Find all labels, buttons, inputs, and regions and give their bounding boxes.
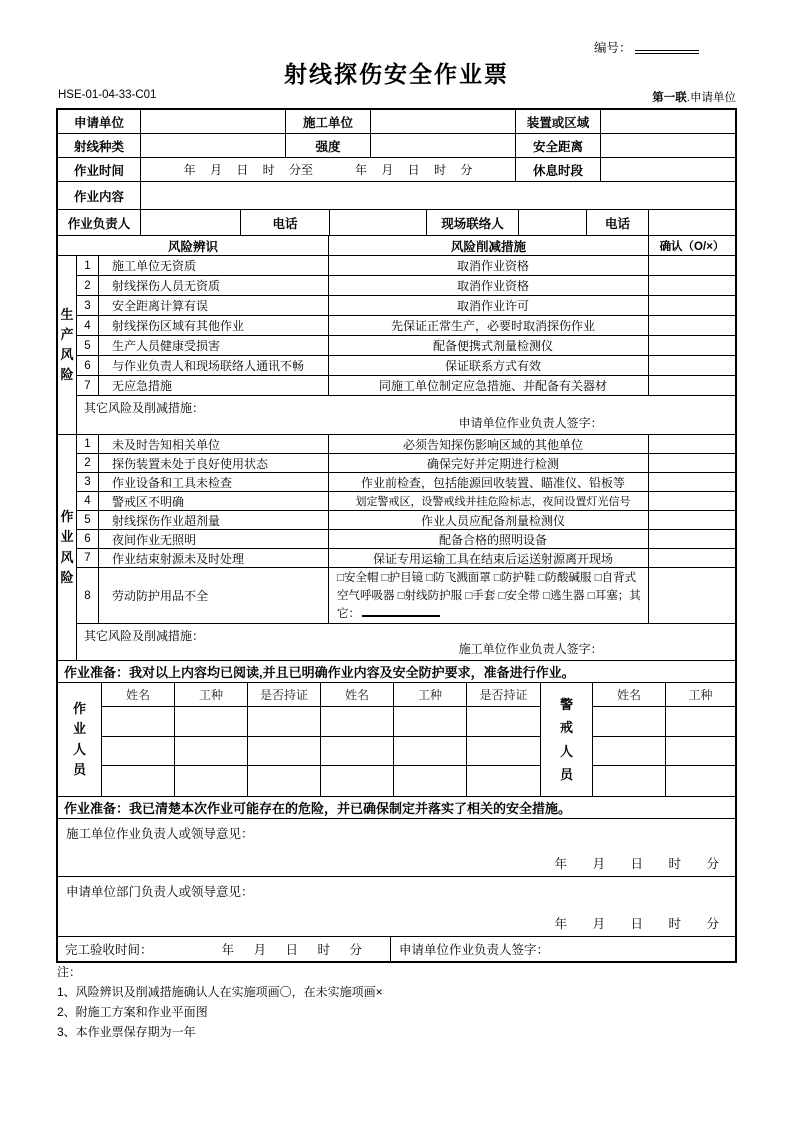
risk-header-row [58, 236, 735, 256]
operation-risk-rows [77, 435, 735, 660]
risk-identify-header: 风险辨识 [58, 236, 329, 255]
personnel-grid [102, 683, 541, 796]
personnel-row [102, 766, 541, 796]
confirm-cell[interactable] [649, 376, 735, 395]
cert-cell[interactable] [248, 737, 321, 766]
prepare-statement-2: 作业准备：我已清楚本次作业可能存在的危险，并已确保制定并落实了相关的安全措施。 [64, 801, 572, 816]
copy-number: 第一联 [652, 92, 687, 104]
construct-leader-sign-label: 施工单位作业负责人签字： [458, 642, 603, 656]
guard-header-row [593, 683, 735, 707]
production-other-row [77, 396, 735, 434]
confirm-cell[interactable] [649, 276, 735, 295]
copy-unit: .申请单位 [686, 92, 736, 104]
copy-label [652, 89, 736, 105]
table-row [77, 511, 735, 530]
risk-text: 射线探伤人员无资质 [99, 276, 329, 295]
risk-text: 与作业负责人和现场联络人通讯不畅 [99, 356, 329, 375]
risk-text: 夜间作业无照明 [99, 530, 329, 548]
construct-opinion-area[interactable] [58, 819, 735, 876]
measure-text: 保证联系方式有效 [329, 356, 649, 375]
guard-row [593, 737, 735, 767]
ray-type-field[interactable] [141, 134, 286, 157]
row-number: 6 [77, 356, 99, 375]
table-row [77, 435, 735, 454]
operation-risk-label: 作业风险 [60, 509, 74, 585]
construct-unit-label: 施工单位 [286, 110, 371, 133]
note-item: 2、附施工方案和作业平面图 [57, 1005, 208, 1019]
risk-text: 无应急措施 [99, 376, 329, 395]
measure-text: 配备合格的照明设备 [329, 530, 649, 548]
cert-cell[interactable] [467, 707, 541, 736]
row-number: 1 [77, 435, 99, 453]
row-number: 1 [77, 256, 99, 275]
measure-text: 作业人员应配备剂量检测仪 [329, 511, 649, 529]
operation-other-cell[interactable] [77, 624, 735, 660]
col-cert: 是否持证 [467, 683, 541, 706]
row-number: 4 [77, 492, 99, 510]
personnel-label-cell [58, 683, 102, 796]
risk-text: 作业设备和工具未检查 [99, 473, 329, 491]
col-trade: 工种 [688, 687, 713, 702]
safe-distance-field[interactable] [601, 134, 735, 157]
safe-distance-label: 安全距离 [516, 134, 601, 157]
confirm-cell[interactable] [649, 356, 735, 375]
name-cell[interactable] [321, 737, 394, 766]
row-content [58, 182, 735, 210]
apply-opinion-label: 申请单位部门负责人或领导意见： [66, 885, 254, 899]
confirm-cell[interactable] [649, 568, 735, 623]
measure-text: 配备便携式剂量检测仪 [329, 336, 649, 355]
work-time-placeholder: 年 月 日 时 分至 年 月 日 时 分 [183, 163, 473, 177]
confirm-cell[interactable] [649, 473, 735, 491]
name-cell[interactable] [102, 737, 175, 766]
personnel-row [102, 707, 541, 737]
risk-text: 生产人员健康受损害 [99, 336, 329, 355]
intensity-field[interactable] [371, 134, 516, 157]
risk-confirm-header: 确认（O/×） [659, 240, 725, 253]
doc-number-label: 编号： [594, 41, 632, 55]
confirm-cell[interactable] [649, 316, 735, 335]
ppe-checkbox-text: □安全帽 □护目镜 □防飞溅面罩 □防护鞋 □防酸碱服 □自背式空气呼吸器 □射线防护服 □手套 □安全带 □逃生器 □耳塞；其它： [337, 572, 641, 620]
measure-text: 取消作业许可 [329, 296, 649, 315]
name-cell[interactable] [593, 766, 666, 796]
guard-row [593, 766, 735, 796]
cert-cell[interactable] [248, 707, 321, 736]
note-item: 1、风险辨识及削减措施确认人在实施项画〇，在未实施项画× [57, 985, 383, 999]
row-number: 3 [77, 473, 99, 491]
table-row [77, 549, 735, 568]
trade-cell[interactable] [394, 707, 467, 736]
ray-type-label: 射线种类 [58, 134, 141, 157]
production-risk-section [58, 256, 735, 435]
trade-cell[interactable] [666, 766, 735, 796]
table-row [77, 336, 735, 356]
prepare-statement-1-row [58, 661, 735, 683]
row-ray [58, 134, 735, 158]
phone1-label: 电话 [241, 210, 330, 235]
notes-block [57, 962, 383, 1042]
measure-text: 作业前检查，包括能源回收装置、瞄准仪、铅板等 [329, 473, 649, 491]
phone2-field[interactable] [649, 210, 735, 235]
row-number: 3 [77, 296, 99, 315]
personnel-label: 作业人员 [72, 701, 86, 777]
confirm-cell[interactable] [649, 296, 735, 315]
intensity-label: 强度 [286, 134, 371, 157]
col-name: 姓名 [593, 683, 666, 706]
guard-label: 警戒人员 [559, 696, 573, 782]
risk-text: 劳动防护用品不全 [99, 568, 329, 623]
completion-datetime: 年 月 日 时 分 [221, 943, 362, 957]
table-row-ppe [77, 568, 735, 624]
permit-table [56, 108, 737, 963]
other-ppe-blank[interactable] [362, 607, 440, 617]
personnel-row [102, 737, 541, 767]
confirm-cell[interactable] [649, 336, 735, 355]
name-cell[interactable] [321, 707, 394, 736]
apply-unit-field[interactable] [141, 110, 286, 133]
trade-cell[interactable] [666, 707, 735, 736]
confirm-cell[interactable] [649, 511, 735, 529]
measure-text: 划定警戒区，设警戒线并挂危险标志，夜间设置灯光信号 [329, 492, 649, 510]
row-number: 4 [77, 316, 99, 335]
work-time-field[interactable] [141, 158, 516, 181]
doc-number-line [594, 38, 699, 56]
risk-text: 施工单位无资质 [99, 256, 329, 275]
row-number: 2 [77, 276, 99, 295]
completion-label: 完工验收时间： [65, 943, 153, 957]
confirm-cell[interactable] [649, 530, 735, 548]
name-cell[interactable] [102, 707, 175, 736]
trade-cell[interactable] [666, 737, 735, 766]
note-item: 3、本作业票保存期为一年 [57, 1025, 196, 1039]
construct-unit-field[interactable] [371, 110, 516, 133]
table-row [77, 356, 735, 376]
guard-label-cell [541, 683, 593, 796]
risk-text: 射线探伤区域有其他作业 [99, 316, 329, 335]
personnel-header-row [102, 683, 541, 707]
notes-title: 注： [57, 965, 82, 979]
production-other-cell[interactable] [77, 396, 735, 434]
risk-text: 未及时告知相关单位 [99, 435, 329, 453]
table-row [77, 296, 735, 316]
ppe-checkbox-list[interactable] [329, 568, 649, 623]
doc-number-blank[interactable] [635, 50, 699, 54]
trade-cell[interactable] [175, 707, 248, 736]
col-trade: 工种 [175, 683, 248, 706]
guard-row [593, 707, 735, 737]
name-cell[interactable] [102, 766, 175, 796]
table-row [77, 492, 735, 511]
cert-cell[interactable] [467, 737, 541, 766]
table-row [77, 276, 735, 296]
risk-text: 探伤装置未处于良好使用状态 [99, 454, 329, 472]
name-cell[interactable] [593, 737, 666, 766]
confirm-cell[interactable] [649, 492, 735, 510]
apply-leader-sign-label: 申请单位作业负责人签字： [458, 416, 603, 430]
row-number: 8 [77, 568, 99, 623]
cert-cell[interactable] [248, 766, 321, 796]
completion-row [58, 937, 735, 961]
personnel-section [58, 683, 735, 797]
rest-period-field[interactable] [601, 158, 735, 181]
table-row [77, 473, 735, 492]
risk-text: 安全距离计算有误 [99, 296, 329, 315]
rest-period-label: 休息时段 [516, 158, 601, 181]
confirm-cell[interactable] [649, 454, 735, 472]
risk-measures-header: 风险削减措施 [329, 236, 649, 255]
operation-risk-label-cell [58, 435, 77, 660]
table-row [77, 454, 735, 473]
sub-header [58, 89, 736, 105]
device-area-field[interactable] [601, 110, 735, 133]
work-content-field[interactable] [141, 182, 735, 209]
row-number: 5 [77, 336, 99, 355]
doc-code: HSE-01-04-33-C01 [58, 89, 157, 101]
measure-text: 确保完好并定期进行检测 [329, 454, 649, 472]
row-number: 7 [77, 376, 99, 395]
row-worktime [58, 158, 735, 182]
table-row [77, 316, 735, 336]
cert-cell[interactable] [467, 766, 541, 796]
work-leader-field[interactable] [141, 210, 241, 235]
work-content-label: 作业内容 [58, 182, 141, 209]
table-row [77, 530, 735, 549]
prepare-statement-1: 作业准备：我对以上内容均已阅读,并且已明确作业内容及安全防护要求，准备进行作业。 [64, 665, 575, 680]
apply-unit-label: 申请单位 [58, 110, 141, 133]
table-row [77, 256, 735, 276]
col-name: 姓名 [102, 683, 175, 706]
operation-risk-section [58, 435, 735, 661]
confirm-cell[interactable] [649, 549, 735, 567]
risk-text: 警戒区不明确 [99, 492, 329, 510]
device-area-label: 装置或区域 [516, 110, 601, 133]
risk-text: 作业结束射源未及时处理 [99, 549, 329, 567]
guard-grid [593, 683, 735, 796]
row-number: 7 [77, 549, 99, 567]
prepare-statement-2-row [58, 797, 735, 819]
measure-text: 同施工单位制定应急措施、并配备有关器材 [329, 376, 649, 395]
construct-opinion-row [58, 819, 735, 877]
site-contact-field[interactable] [519, 210, 587, 235]
row-number: 6 [77, 530, 99, 548]
measure-text: 保证专用运输工具在结束后运送射源离开现场 [329, 549, 649, 567]
confirm-cell[interactable] [649, 256, 735, 275]
measure-text: 取消作业资格 [329, 256, 649, 275]
phone2-label: 电话 [587, 210, 649, 235]
row-units [58, 110, 735, 134]
risk-text: 射线探伤作业超剂量 [99, 511, 329, 529]
other-risk-label: 其它风险及削减措施： [84, 401, 205, 415]
production-risk-label: 生产风险 [60, 306, 74, 383]
datetime-placeholder: 年 月 日 时 分 [554, 917, 719, 931]
completion-time-cell[interactable] [58, 937, 391, 961]
name-cell[interactable] [321, 766, 394, 796]
col-trade: 工种 [394, 683, 467, 706]
page-title: 射线探伤安全作业票 [284, 61, 509, 87]
col-cert: 是否持证 [248, 683, 321, 706]
construct-opinion-label: 施工单位作业负责人或领导意见： [66, 827, 254, 841]
confirm-cell[interactable] [649, 435, 735, 453]
trade-cell[interactable] [394, 766, 467, 796]
measure-text: 必须告知探伤影响区域的其他单位 [329, 435, 649, 453]
datetime-placeholder: 年 月 日 时 分 [554, 857, 719, 871]
row-leaders [58, 210, 735, 236]
table-row [77, 376, 735, 396]
apply-opinion-area[interactable] [58, 877, 735, 936]
name-cell[interactable] [593, 707, 666, 736]
other-risk-label: 其它风险及削减措施： [84, 629, 205, 643]
measure-text: 取消作业资格 [329, 276, 649, 295]
operation-other-row [77, 624, 735, 660]
work-leader-label: 作业负责人 [58, 210, 141, 235]
phone1-field[interactable] [330, 210, 427, 235]
trade-cell[interactable] [175, 737, 248, 766]
trade-cell[interactable] [175, 766, 248, 796]
row-number: 2 [77, 454, 99, 472]
measure-text: 先保证正常生产，必要时取消探伤作业 [329, 316, 649, 335]
final-sign-label: 申请单位作业负责人签字： [399, 943, 550, 957]
row-number: 5 [77, 511, 99, 529]
production-risk-rows [77, 256, 735, 434]
work-time-label: 作业时间 [58, 158, 141, 181]
site-contact-label: 现场联络人 [427, 210, 519, 235]
col-name: 姓名 [321, 683, 394, 706]
apply-opinion-row [58, 877, 735, 937]
production-risk-label-cell [58, 256, 77, 434]
trade-cell[interactable] [394, 737, 467, 766]
final-sign-cell[interactable] [391, 937, 735, 961]
